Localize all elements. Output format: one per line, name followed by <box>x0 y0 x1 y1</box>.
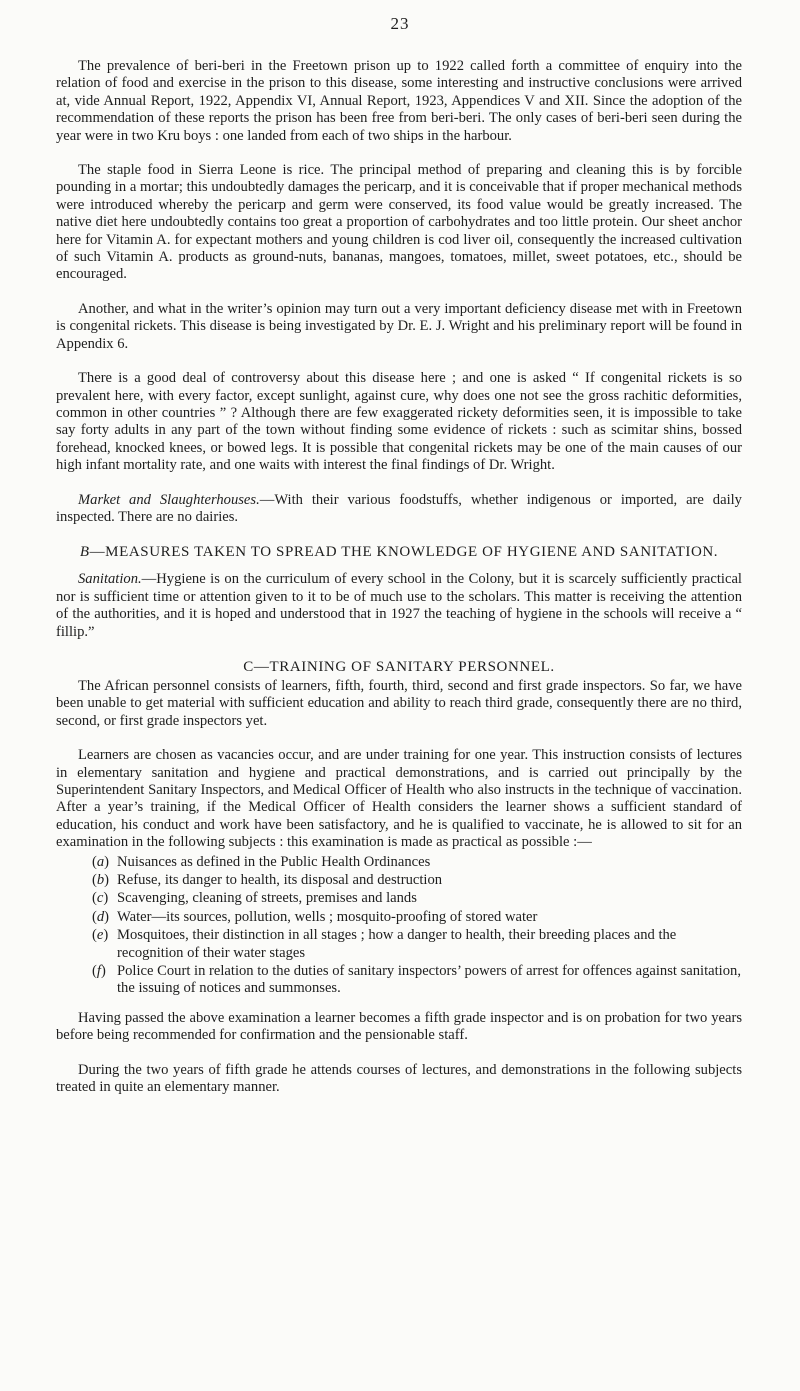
list-item-mark: f <box>96 963 101 980</box>
paragraph-african-personnel: The African personnel consists of learners, fifth, fourth, third, second and first grade inspectors. So far, we have been unable to get material with sufficient education and ability to reach third grade, consequently there are no third, second, or first grade inspectors yet. <box>56 677 742 729</box>
paragraph-beri-beri: The prevalence of beri-beri in the Freetown prison up to 1922 called forth a committee of enquiry into the relation of food and exercise in the prison to this disease, some interesting and instructive conclusions were arrived at, vide Annual Report, 1922, Appendix VI, Annual Report, 1923, Appendices V and XII. Since the adoption of the recommendation of these reports the prison has been free from beri-beri. The only cases of beri-beri seen during the year were in two Kru boys : one landed from each of two ships in the harbour. <box>56 58 742 144</box>
list-item-mark: a <box>96 853 105 870</box>
markets-text: —With their various foodstuffs, whether indigenous or imported, are daily inspected. There are no dairies. <box>56 491 742 525</box>
list-item-text: Water—its sources, pollution, wells ; mosquito-proofing of stored water <box>117 908 538 925</box>
examination-subjects-list <box>56 854 742 998</box>
sanitation-text: —Hygiene is on the curriculum of every school in the Colony, but it is scarcely sufficiently practical nor is sufficient time or attention given to it to be of much use to the scholars. This matter is receiving the attention of the authorities, and it is hoped and understood that in 1927 the teaching of hygiene in the schools will receive a “ fillip.” <box>56 571 742 640</box>
list-item: (e) Mosquitoes, their distinction in all stages ; how a danger to health, their breeding places and the recognition of their water stages <box>56 927 742 962</box>
paragraph-congenital-rickets: Another, and what in the writer’s opinion may turn out a very important deficiency disease met with in Freetown is congenital rickets. This disease is being investigated by Dr. E. J. Wright and his preliminary report will be found in Appendix 6. <box>56 300 742 352</box>
list-item-text: Mosquitoes, their distinction in all stages ; how a danger to health, their breeding places and the recognition of their water stages <box>117 927 677 961</box>
sanitation-lead: Sanitation. <box>78 571 142 588</box>
section-b-title: —MEASURES TAKEN TO SPREAD THE KNOWLEDGE OF HYGIENE AND SANITATION. <box>89 544 719 561</box>
list-item: (a) Nuisances as defined in the Public Health Ordinances <box>56 854 742 871</box>
paragraph-markets <box>56 492 742 527</box>
list-item: (b) Refuse, its danger to health, its disposal and destruction <box>56 872 742 889</box>
paragraph-fifth-grade-courses: During the two years of fifth grade he attends courses of lectures, and demonstrations in the following subjects treated in quite an elementary manner. <box>56 1061 742 1096</box>
list-item-mark: c <box>96 890 104 907</box>
list-item: (d) Water—its sources, pollution, wells ; mosquito-proofing of stored water <box>56 909 742 926</box>
list-item-mark: e <box>96 927 104 944</box>
paragraph-rickets-controversy: There is a good deal of controversy about this disease here ; and one is asked “ If congenital rickets is so prevalent here, with every factor, except sunlight, against cure, why does one not see the gross rachitic deformities, common in other countries ” ? Although there are few exaggerated rickety deformities seen, it is impossible to take say forty adults in any part of the town without finding some evidence of rickets : such as scimitar shins, bossed forehead, knocked knees, or bowed legs. It is possible that congenital rickets may be one of the main causes of our high infant mortality rate, and one waits with interest the final findings of Dr. Wright. <box>56 370 742 474</box>
list-item-mark: b <box>96 872 105 889</box>
list-item-mark: d <box>96 908 105 925</box>
list-item-text: Scavenging, cleaning of streets, premises and lands <box>117 890 417 907</box>
document-body <box>56 58 742 1114</box>
list-item-text: Nuisances as defined in the Public Health Ordinances <box>117 853 431 870</box>
paragraph-sanitation <box>56 571 742 641</box>
section-b-heading <box>56 543 742 561</box>
list-item-text: Refuse, its danger to health, its disposal and destruction <box>117 872 443 889</box>
markets-lead: Market and Slaughterhouses. <box>78 491 260 508</box>
paragraph-learners: Learners are chosen as vacancies occur, and are under training for one year. This instruction consists of lectures in elementary sanitation and hygiene and practical demonstrations, and is carried out principally by the Superintendent Sanitary Inspectors, and Medical Officer of Health who also instructs in the technique of vaccination. After a year’s training, if the Medical Officer of Health considers the learner shows a sufficient standard of education, his conduct and work have been satisfactory, and he is qualified to vaccinate, he is allowed to sit for an examination in the following subjects : this examination is made as practical as possible :— <box>56 747 742 851</box>
list-item-text: Police Court in relation to the duties of sanitary inspectors’ powers of arrest for offences against sanitation, the issuing of notices and summonses. <box>117 963 741 997</box>
section-c-heading: C—TRAINING OF SANITARY PERSONNEL. <box>243 658 555 675</box>
page-number: 23 <box>390 14 410 33</box>
paragraph-staple-food: The staple food in Sierra Leone is rice. The principal method of preparing and cleaning this is by forcible pounding in a mortar; this undoubtedly damages the pericarp, and it is conceivable that if proper mechanical methods were introduced whereby the pericarp and germ were conserved, its food value would be greatly increased. The native diet here undoubtedly contains too great a proportion of carbohydrates and too little protein. Our sheet anchor here for Vitamin A. for expectant mothers and young children is cod liver oil, consequently the increased cultivation of such Vitamin A. products as ground-nuts, bananas, mangoes, tomatoes, millet, sweet potatoes, etc., should be encouraged. <box>56 162 742 283</box>
section-b-letter: B <box>79 544 90 561</box>
list-item: (f) Police Court in relation to the duties of sanitary inspectors’ powers of arrest for offences against sanitation, the issuing of notices and summonses. <box>92 963 741 997</box>
list-item: (c) Scavenging, cleaning of streets, premises and lands <box>56 890 742 907</box>
paragraph-probation: Having passed the above examination a learner becomes a fifth grade inspector and is on probation for two years before being recommended for confirmation and the pensionable staff. <box>56 1009 742 1044</box>
